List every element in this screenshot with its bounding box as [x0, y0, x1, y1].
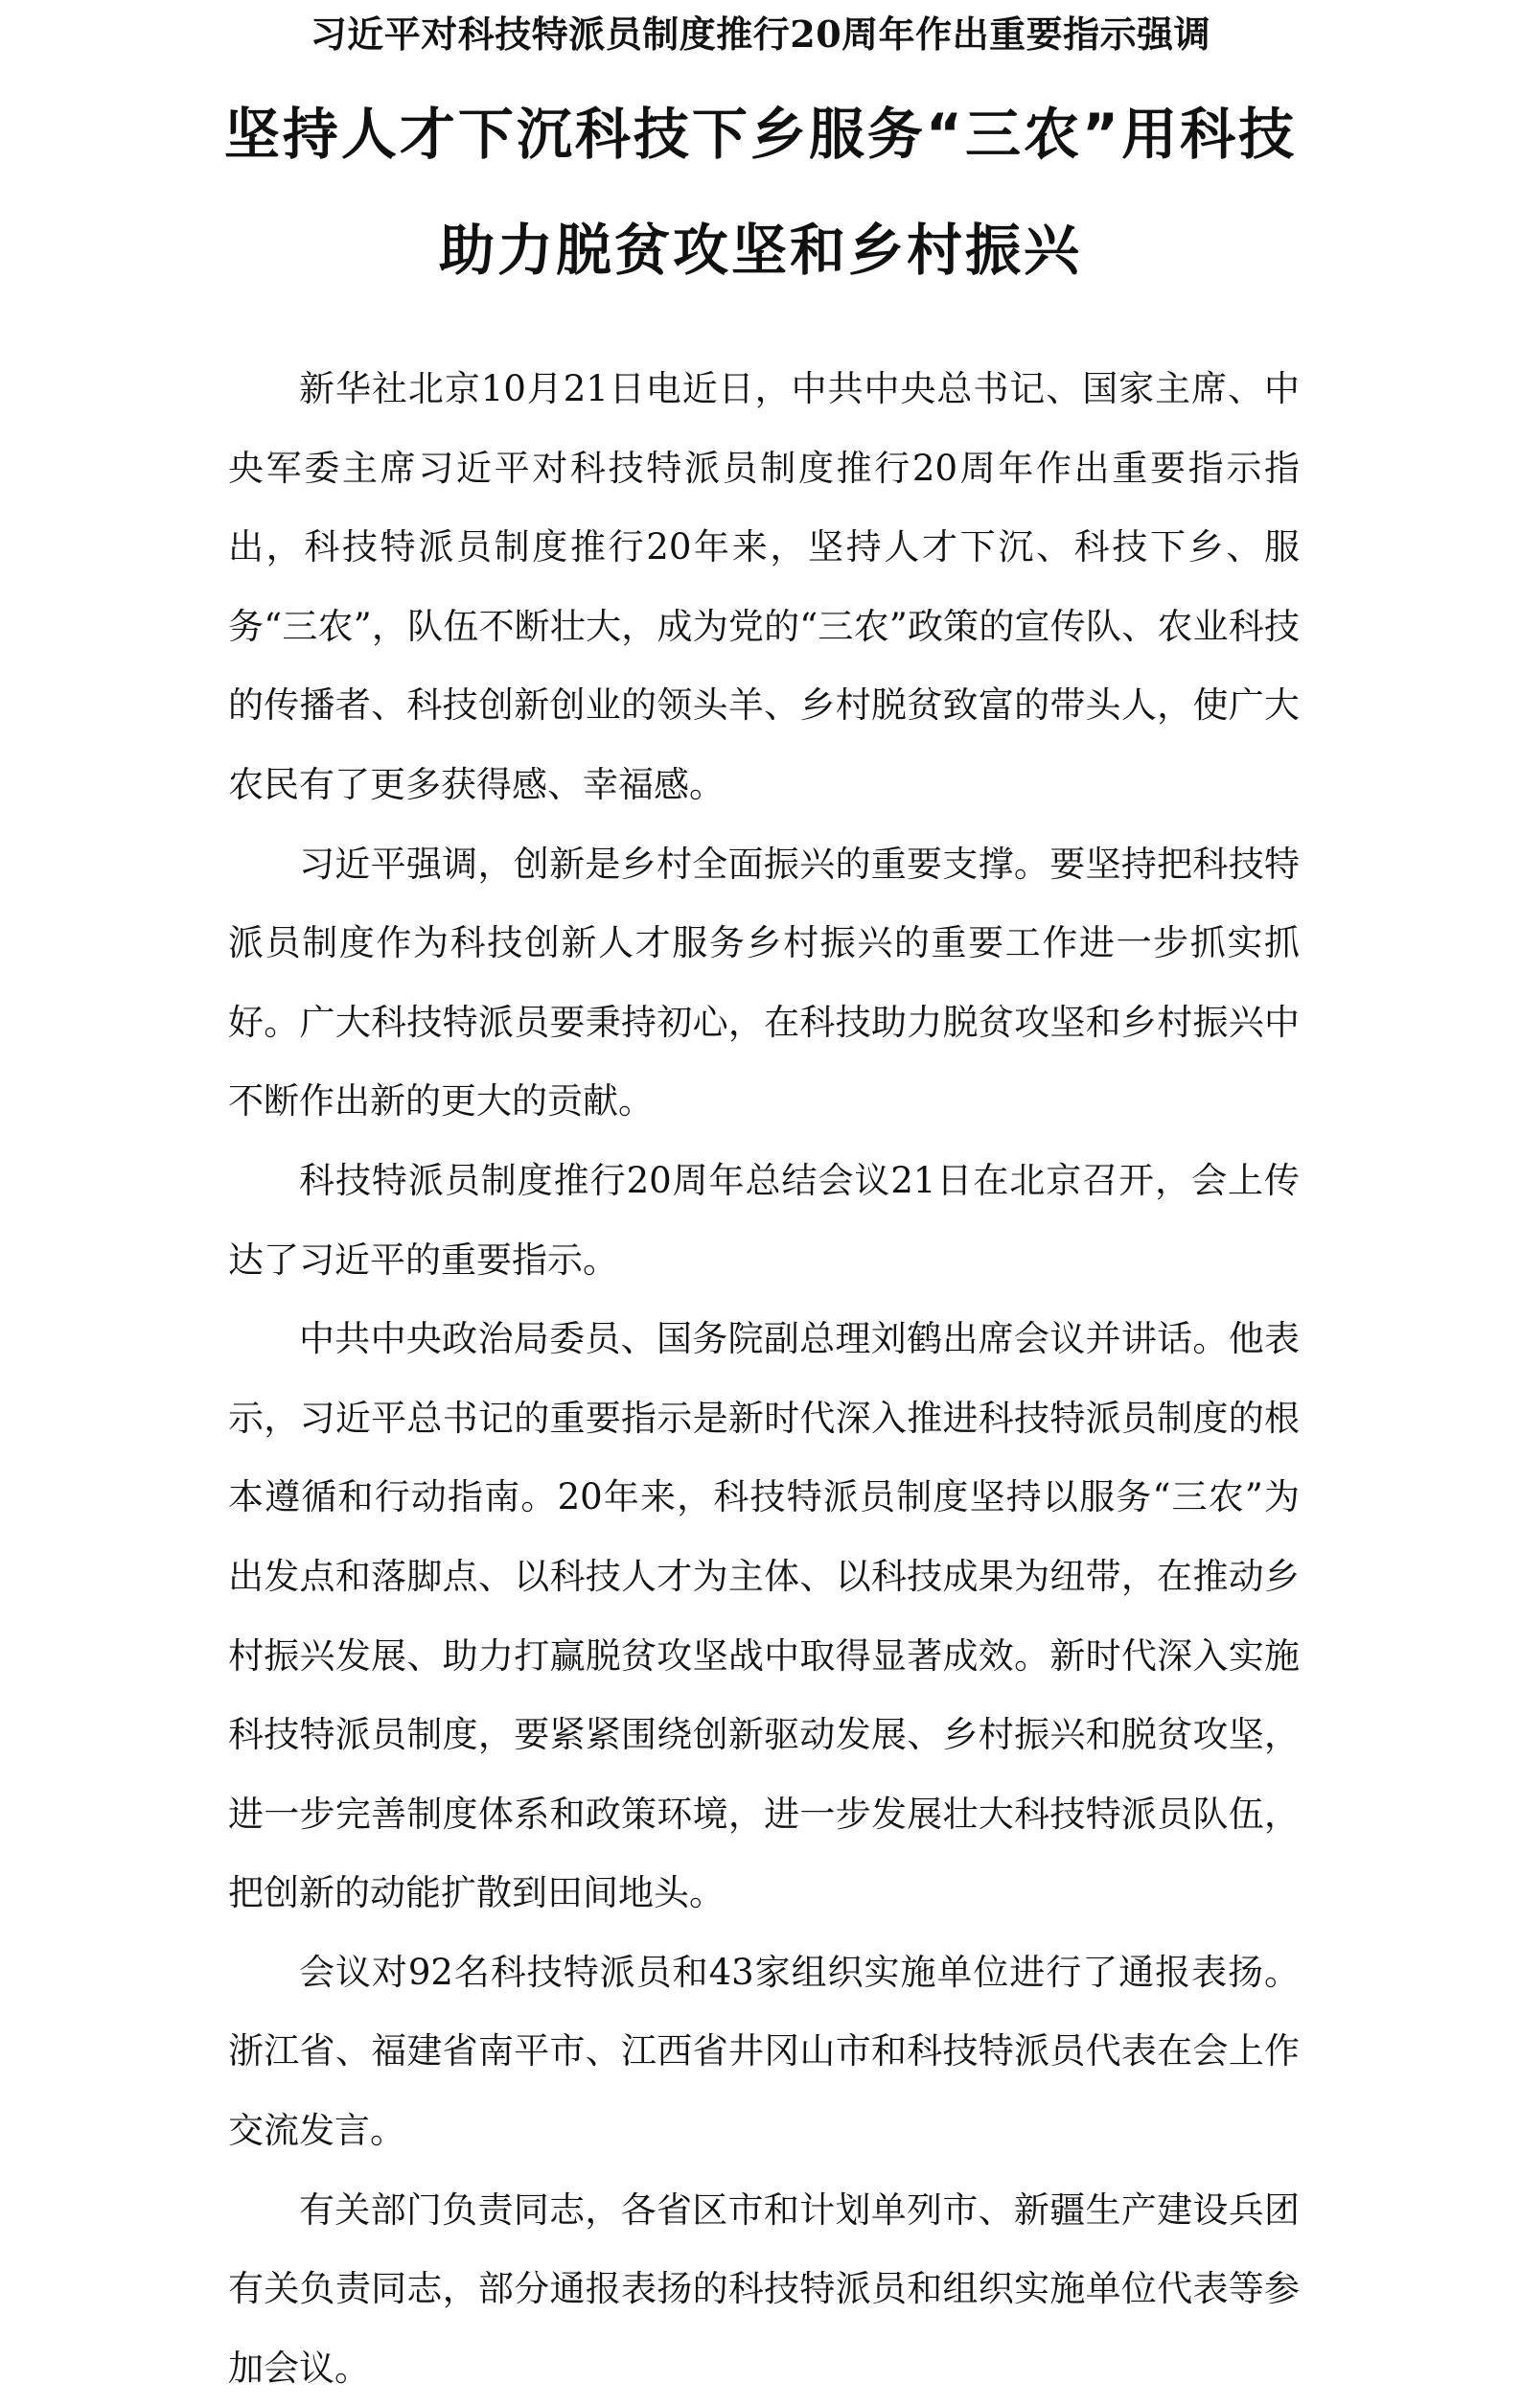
paragraph: 会议对92名科技特派员和43家组织实施单位进行了通报表扬。浙江省、福建省南平市、江西省井冈山市和科技特派员代表在会上作交流发言。: [228, 1951, 1300, 2152]
paragraph: 科技特派员制度推行20周年总结会议21日在北京召开，会上传达了习近平的重要指示。: [228, 1159, 1300, 1281]
article-body: [228, 350, 1300, 2408]
headline-line-1: 坚持人才下沉科技下乡服务“三农”用科技: [223, 102, 1298, 167]
paragraph: 习近平强调，创新是乡村全面振兴的重要支撑。要坚持把科技特派员制度作为科技创新人才服务乡村振兴的重要工作进一步抓实抓好。广大科技特派员要秉持初心，在科技助力脱贫攻坚和乡村振兴中不断作出新的更大的贡献。: [228, 843, 1300, 1123]
kicker-title: 习近平对科技特派员制度推行20周年作出重要指示强调: [310, 12, 1211, 56]
headline-line-2: 助力脱贫攻坚和乡村振兴: [438, 218, 1082, 283]
paragraph: 新华社北京10月21日电近日，中共中央总书记、国家主席、中央军委主席习近平对科技特派员制度推行20周年作出重要指示指出，科技特派员制度推行20年来，坚持人才下沉、科技下乡、服务“三农”，队伍不断壮大，成为党的“三农”政策的宣传队、农业科技的传播者、科技创新创业的领头羊、乡村脱贫致富的带头人，使广大农民有了更多获得感、幸福感。: [228, 368, 1300, 805]
paragraph: 有关部门负责同志，各省区市和计划单列市、新疆生产建设兵团有关负责同志，部分通报表扬的科技特派员和组织实施单位代表等参加会议。: [228, 2188, 1300, 2389]
paragraph: 中共中央政治局委员、国务院副总理刘鹤出席会议并讲话。他表示，习近平总书记的重要指示是新时代深入推进科技特派员制度的根本遵循和行动指南。20年来，科技特派员制度坚持以服务“三农”为出发点和落脚点、以科技人才为主体、以科技成果为纽带，在推动乡村振兴发展、助力打赢脱贫攻坚战中取得显著成效。新时代深入实施科技特派员制度，要紧紧围绕创新驱动发展、乡村振兴和脱贫攻坚，进一步完善制度体系和政策环境，进一步发展壮大科技特派员队伍，把创新的动能扩散到田间地头。: [228, 1318, 1300, 1914]
